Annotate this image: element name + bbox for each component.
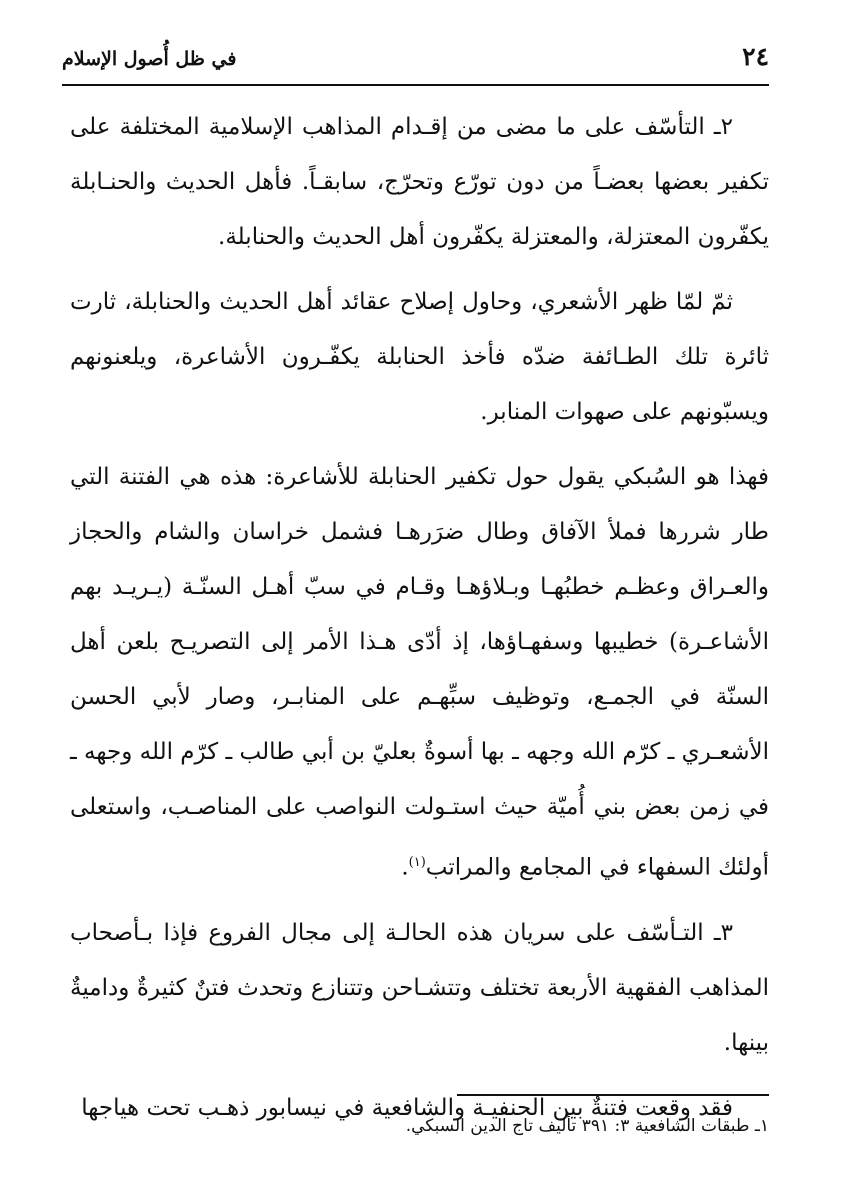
paragraph-5: فقد وقعت فتنةٌ بين الحنفيـة والشافعية في نيسابور ذهـب تحت هياجها <box>81 1094 733 1121</box>
running-title: في ظل أُصول الإسلام <box>62 48 237 70</box>
page-number: ٢٤ <box>742 42 769 71</box>
footnote-marker: (١) <box>408 855 426 870</box>
main-text <box>70 100 769 1146</box>
paragraph-4: ٣ـ التـأسّف على سريان هذه الحالـة إلى مجال الفروع فإذا بـأصحاب المذاهب الفقهية الأربعة تختلف وتتشـاحن وتتنازع وتحدث فتنٌ كثيرةٌ وداميةٌ بينها. <box>70 919 769 1056</box>
paragraph-3 <box>70 450 769 896</box>
footnote: ١ـ طبقات الشافعية ٣: ٣٩١ تأليف تاج الدين السبكي. <box>405 1116 769 1136</box>
paragraph-2: ثمّ لمّا ظهر الأشعري، وحاول إصلاح عقائد أهل الحديث والحنابلة، ثارت ثائرة تلك الطـائفة ضدّه فأخذ الحنابلة يكفّـرون الأشاعرة، ويلعنونهم ويسبّونهم على صهوات المنابر. <box>70 289 769 425</box>
paragraph-3-end: . <box>401 854 409 881</box>
paragraph-3-text: فهذا هو السُبكي يقول حول تكفير الحنابلة للأشاعرة: هذه هي الفتنة التي طار شررها فملأ الآفاق وطال ضرَرهـا فشمل خراسان والشام والحجاز والعـراق وعظـم خطبُهـا وبـلاؤهـا وقـام في سبّ أهـل السنّـة (يـريـد بهم الأشاعـرة) خطيبها وسفهـاؤها، إذ أدّى هـذا الأمر إلى التصريـح بلعن أهل السنّة في الجمـع، وتوظيف سبِّهـم على المنابـر، وصار لأبي الحسن الأشعـري ـ كرّم الله وجهه ـ بها أسوةٌ بعليّ بن أبي طالب ـ كرّم الله وجهه ـ في زمن بعض بني أُميّة حيث استـولت النواصب على المناصـب، واستعلى أولئك السفهاء في المجامع والمراتب <box>70 464 769 881</box>
paragraph-1: ٢ـ التأسّف على ما مضى من إقـدام المذاهب الإسلامية المختلفة على تكفير بعضها بعضـاً من دون تورّع وتحرّج، سابقـاً. فأهل الحديث والحنـابلة يكفّرون المعتزلة، والمعتزلة يكفّرون أهل الحديث والحنابلة. <box>70 114 769 250</box>
page-header <box>62 40 769 86</box>
footnote-divider <box>457 1094 769 1096</box>
